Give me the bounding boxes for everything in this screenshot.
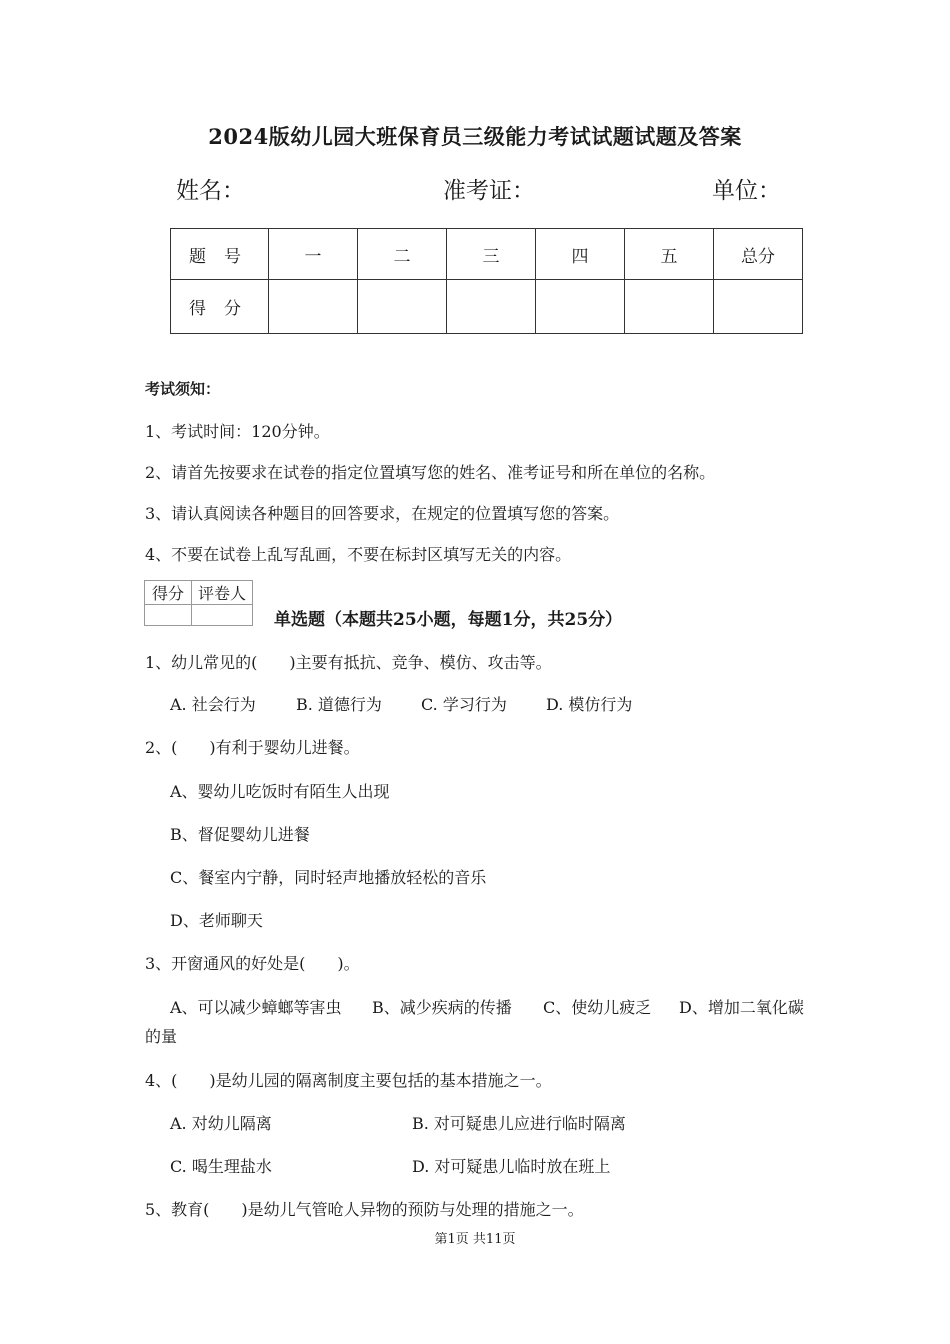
- question-stem: 4、( )是幼儿园的隔离制度主要包括的基本措施之一。: [145, 1071, 552, 1090]
- question-option: A. 对幼儿隔离: [170, 1114, 272, 1133]
- notice-item: 2、请首先按要求在试卷的指定位置填写您的姓名、准考证号和所在单位的名称。: [145, 463, 716, 482]
- score-cell: [358, 280, 447, 334]
- score-table-header-cell: 总分: [714, 229, 803, 280]
- score-table-header-cell: 五: [625, 229, 714, 280]
- score-table-header-cell: 一: [269, 229, 358, 280]
- grader-score-label: 得分: [145, 581, 192, 605]
- question-option: B、减少疾病的传播: [372, 998, 512, 1017]
- question-option: D. 对可疑患儿临时放在班上: [412, 1157, 611, 1176]
- question-stem: 2、( )有利于婴幼儿进餐。: [145, 738, 360, 757]
- question-option: A. 社会行为: [170, 695, 256, 714]
- question-stem: 5、教育( )是幼儿气管呛人异物的预防与处理的措施之一。: [145, 1200, 584, 1219]
- notice-heading: 考试须知：: [145, 380, 221, 398]
- question-option-continuation: 的量: [145, 1027, 178, 1046]
- section-title: 单选题（本题共25小题，每题1分，共25分）: [274, 610, 623, 630]
- score-table-header-cell: 二: [358, 229, 447, 280]
- question-option: C、使幼儿疲乏: [543, 998, 652, 1017]
- grader-score-cell: [145, 605, 192, 626]
- page-title: 2024版幼儿园大班保育员三级能力考试试题试题及答案: [208, 124, 742, 149]
- question-option: D. 模仿行为: [546, 695, 633, 714]
- score-cell: [269, 280, 358, 334]
- score-table-header-cell: 题号: [171, 229, 269, 280]
- question-option: C. 学习行为: [421, 695, 507, 714]
- grader-name-cell: [192, 605, 253, 626]
- notice-item: 3、请认真阅读各种题目的回答要求，在规定的位置填写您的答案。: [145, 504, 620, 523]
- question-option: C、餐室内宁静，同时轻声地播放轻松的音乐: [170, 868, 487, 887]
- grader-name-label: 评卷人: [192, 581, 253, 605]
- exam-id-label: 准考证：: [443, 178, 535, 204]
- question-option: B、督促婴幼儿进餐: [170, 825, 310, 844]
- question-option: B. 对可疑患儿应进行临时隔离: [412, 1114, 626, 1133]
- score-cell: [625, 280, 714, 334]
- score-table-header-cell: 四: [536, 229, 625, 280]
- unit-label: 单位：: [712, 178, 781, 204]
- page-footer: 第1页 共11页: [434, 1232, 516, 1247]
- question-option: D、增加二氧化碳: [679, 998, 804, 1017]
- score-cell: [536, 280, 625, 334]
- question-option: A、婴幼儿吃饭时有陌生人出现: [170, 782, 390, 801]
- notice-item: 4、不要在试卷上乱写乱画，不要在标封区填写无关的内容。: [145, 545, 572, 564]
- question-option: D、老师聊天: [170, 911, 263, 930]
- question-option: A、可以减少蟑螂等害虫: [170, 998, 342, 1017]
- name-label: 姓名：: [176, 178, 245, 204]
- question-stem: 3、开窗通风的好处是( )。: [145, 954, 360, 973]
- score-table-score-row: [171, 280, 803, 334]
- score-table-header-row: [171, 229, 803, 280]
- score-table: [170, 228, 803, 334]
- question-option: B. 道德行为: [296, 695, 382, 714]
- score-table-header-cell: 三: [447, 229, 536, 280]
- score-cell: [447, 280, 536, 334]
- score-cell: [714, 280, 803, 334]
- score-row-label: 得分: [171, 280, 269, 334]
- grader-box: [144, 580, 253, 626]
- notice-item: 1、考试时间：120分钟。: [145, 422, 330, 441]
- question-option: C. 喝生理盐水: [170, 1157, 272, 1176]
- question-stem: 1、幼儿常见的( )主要有抵抗、竞争、模仿、攻击等。: [145, 653, 552, 672]
